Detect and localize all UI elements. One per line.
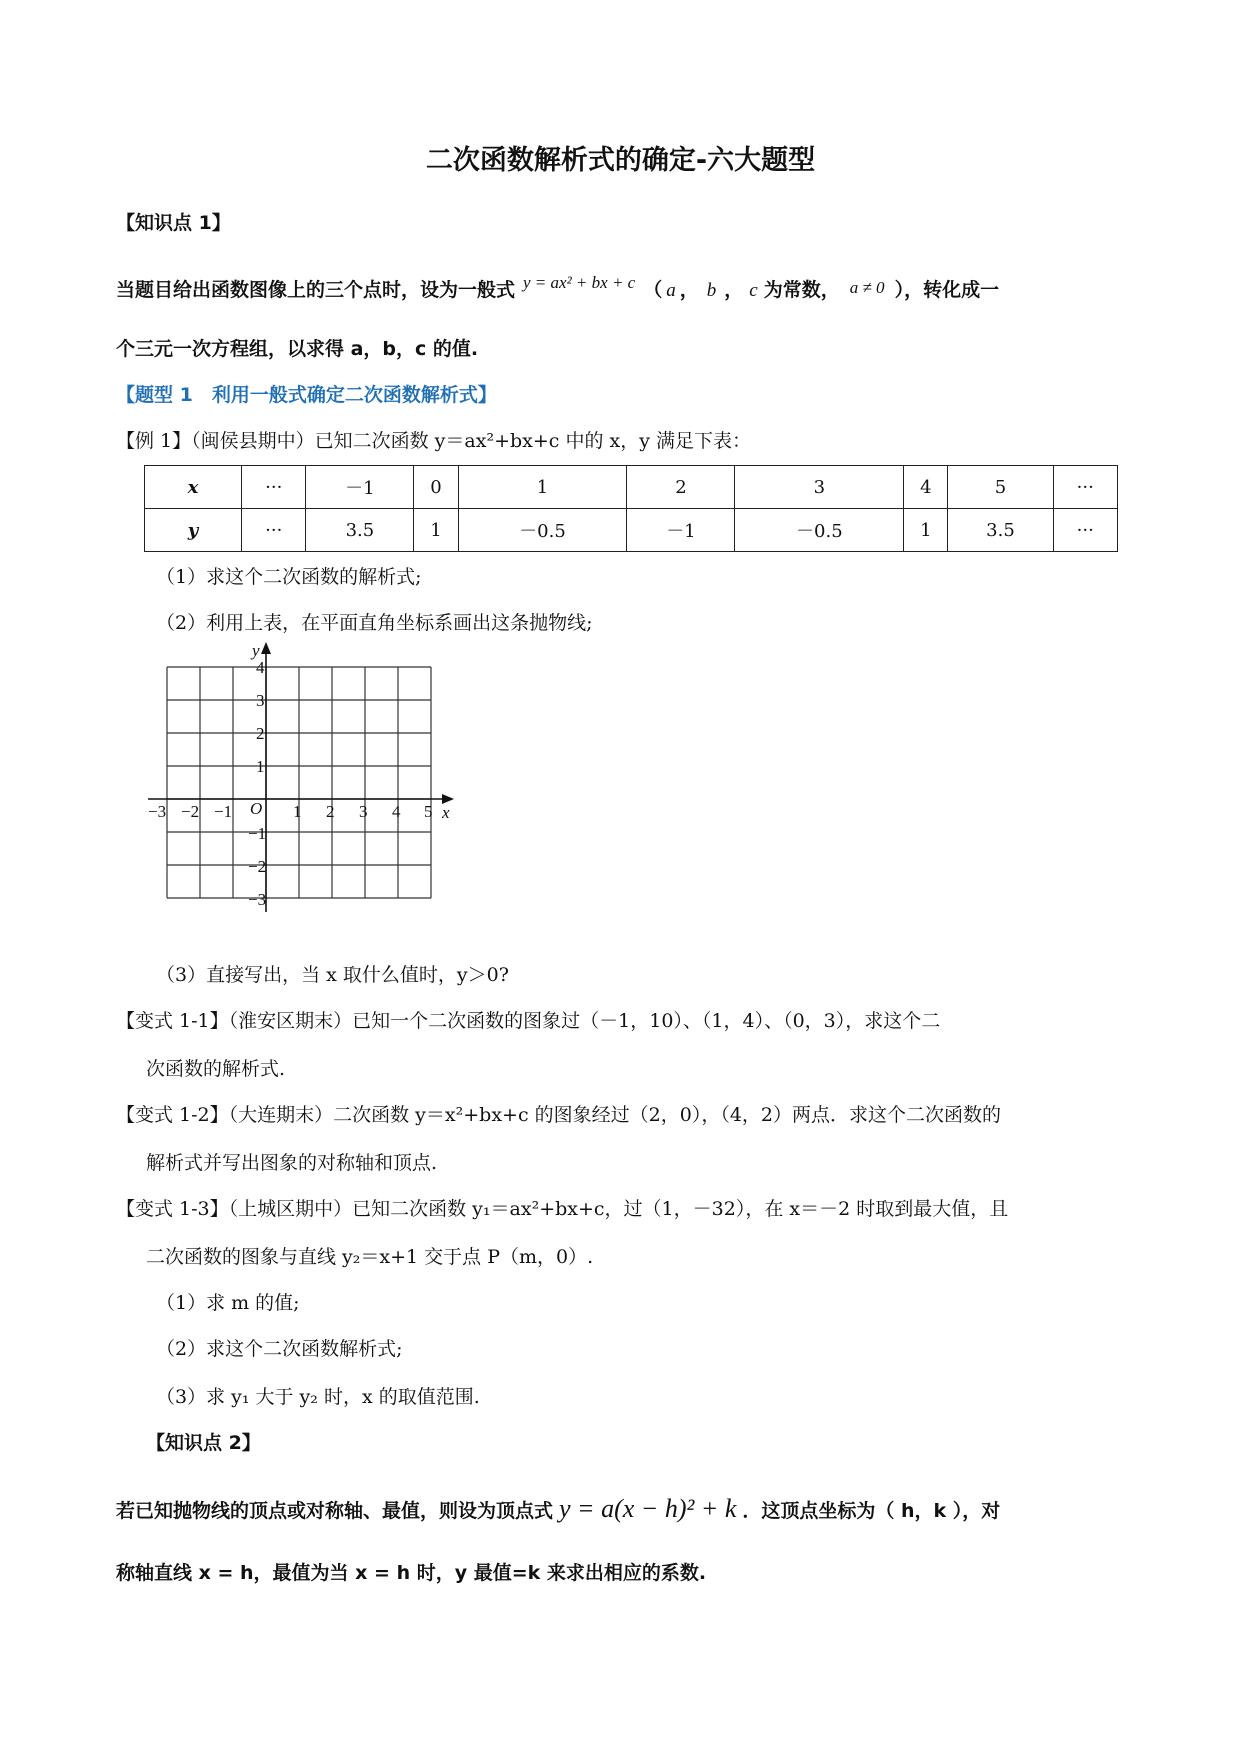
variant-1-1-line-1 xyxy=(116,1006,940,1033)
grid-lines xyxy=(167,667,431,898)
x-tick-label: 4 xyxy=(392,802,401,821)
y-tick-label: −3 xyxy=(248,890,267,909)
knowledge-1-text-pre: 当题目给出函数图像上的三个点时，设为一般式 xyxy=(116,279,516,301)
x-axis-label: x xyxy=(442,803,450,822)
y-tick-label: 1 xyxy=(256,757,265,776)
a-not-zero: a ≠ 0 xyxy=(849,278,885,297)
variant-1-3-line-2: 二次函数的图象与直线 y₂＝x+1 交于点 P（m，0）. xyxy=(146,1246,594,1268)
table-cell: ··· xyxy=(1053,466,1117,509)
origin-label: O xyxy=(250,799,263,818)
x-tick-label: 3 xyxy=(359,802,368,821)
example-1-question-2: （2）利用上表，在平面直角坐标系画出这条抛物线; xyxy=(156,612,593,634)
y-tick-label: 2 xyxy=(256,724,265,743)
table-cell: －1 xyxy=(627,509,735,552)
xy-value-table xyxy=(144,465,1118,552)
y-axis-arrow-icon xyxy=(261,642,271,654)
knowledge-1-line-2: 个三元一次方程组，以求得 a，b，c 的值. xyxy=(116,338,479,360)
variant-1-1-label: 【变式 1-1】 xyxy=(116,1010,229,1032)
example-1-label: 【例 1】 xyxy=(116,430,192,452)
y-axis-label: y xyxy=(252,641,260,660)
variant-1-3-question-2: （2）求这个二次函数解析式; xyxy=(156,1338,403,1360)
y-tick-label: −1 xyxy=(248,824,267,843)
coordinate-grid-svg xyxy=(140,640,460,920)
variant-1-3-question-3: （3）求 y₁ 大于 y₂ 时，x 的取值范围. xyxy=(156,1386,480,1408)
coef-b: b xyxy=(706,280,717,301)
knowledge-2-line-1 xyxy=(116,1494,1000,1524)
variant-1-3-question-1: （1）求 m 的值; xyxy=(156,1292,300,1314)
variant-1-2-text: （大连期末）二次函数 y＝x²+bx+c 的图象经过（2，0），（4，2）两点．求这个二次函数的 xyxy=(228,1104,1002,1126)
variant-1-3-label: 【变式 1-3】 xyxy=(116,1198,229,1220)
table-cell: 1 xyxy=(458,466,627,509)
y-tick-label: 3 xyxy=(256,691,265,710)
variant-1-3-text: （上城区期中）已知二次函数 y₁＝ax²+bx+c，过（1，－32），在 x＝－2 时取到最大值，且 xyxy=(228,1198,1009,1220)
example-1-question-3: （3）直接写出，当 x 取什么值时，y＞0? xyxy=(156,964,509,986)
const-text: 为常数， xyxy=(763,279,840,301)
knowledge-point-1-label: 【知识点 1】 xyxy=(116,212,231,234)
y-tick-label: 4 xyxy=(256,658,265,677)
table-row-x xyxy=(145,466,1118,509)
table-cell: 4 xyxy=(904,466,948,509)
x-tick-label: −1 xyxy=(214,802,233,821)
table-cell: ··· xyxy=(242,466,306,509)
table-row-y xyxy=(145,509,1118,552)
x-tick-label: 1 xyxy=(293,802,302,821)
knowledge-2-text-post: ．这顶点坐标为（ h，k ），对 xyxy=(742,1500,1001,1522)
variant-1-1-line-2: 次函数的解析式. xyxy=(146,1058,286,1080)
coef-a: a xyxy=(666,280,676,301)
table-cell: －0.5 xyxy=(458,509,627,552)
table-cell: －1 xyxy=(306,466,414,509)
variant-1-3-line-1 xyxy=(116,1194,1008,1221)
table-header-y: y xyxy=(145,509,242,552)
table-cell: ··· xyxy=(242,509,306,552)
general-form-formula: y = ax² + bx + c xyxy=(523,273,636,292)
coordinate-grid xyxy=(140,640,460,924)
variant-1-1-text: （淮安区期末）已知一个二次函数的图象过（－1，10）、（1，4）、（0，3），求这个二 xyxy=(228,1010,941,1032)
page-title: 二次函数解析式的确定-六大题型 xyxy=(425,145,816,176)
knowledge-2-line-2: 称轴直线 x = h，最值为当 x = h 时，y 最值=k 来求出相应的系数. xyxy=(116,1562,707,1584)
variant-1-2-line-1 xyxy=(116,1100,1001,1127)
table-cell: 3.5 xyxy=(306,509,414,552)
table-cell: ··· xyxy=(1053,509,1117,552)
table-header-x: x xyxy=(145,466,242,509)
coef-c: c xyxy=(749,280,758,301)
vertex-form-formula: y = a(x − h)² + k xyxy=(559,1494,737,1523)
knowledge-2-text-pre: 若已知抛物线的顶点或对称轴、最值，则设为顶点式 xyxy=(116,1500,554,1522)
paren-open: （ xyxy=(643,279,663,301)
table-cell: 3.5 xyxy=(948,509,1053,552)
table-cell: －0.5 xyxy=(735,509,904,552)
table-cell: 1 xyxy=(904,509,948,552)
knowledge-1-text-post: ），转化成一 xyxy=(894,279,1000,301)
x-tick-label: −2 xyxy=(181,802,200,821)
variant-1-2-label: 【变式 1-2】 xyxy=(116,1104,229,1126)
table-cell: 2 xyxy=(627,466,735,509)
variant-1-2-line-2: 解析式并写出图象的对称轴和顶点. xyxy=(146,1152,438,1174)
table-cell: 0 xyxy=(414,466,458,509)
x-tick-label: −3 xyxy=(148,802,167,821)
example-1-question-1: （1）求这个二次函数的解析式; xyxy=(156,566,422,588)
x-tick-label: 5 xyxy=(424,802,433,821)
knowledge-point-2-label: 【知识点 2】 xyxy=(146,1432,261,1454)
knowledge-1-line-1: 当题目给出函数图像上的三个点时，设为一般式 y = ax² + bx + c （ a ， b ， c 为常数， a ≠ 0 ），转化成一 xyxy=(116,273,1000,301)
table-cell: 1 xyxy=(414,509,458,552)
table-cell: 5 xyxy=(948,466,1053,509)
x-tick-label: 2 xyxy=(326,802,335,821)
table-cell: 3 xyxy=(735,466,904,509)
type-1-heading: 【题型 1 利用一般式确定二次函数解析式】 xyxy=(116,384,497,406)
example-1-text: （闽侯县期中）已知二次函数 y＝ax²+bx+c 中的 x，y 满足下表： xyxy=(191,430,752,452)
example-1 xyxy=(116,426,751,453)
y-tick-label: −2 xyxy=(248,857,267,876)
